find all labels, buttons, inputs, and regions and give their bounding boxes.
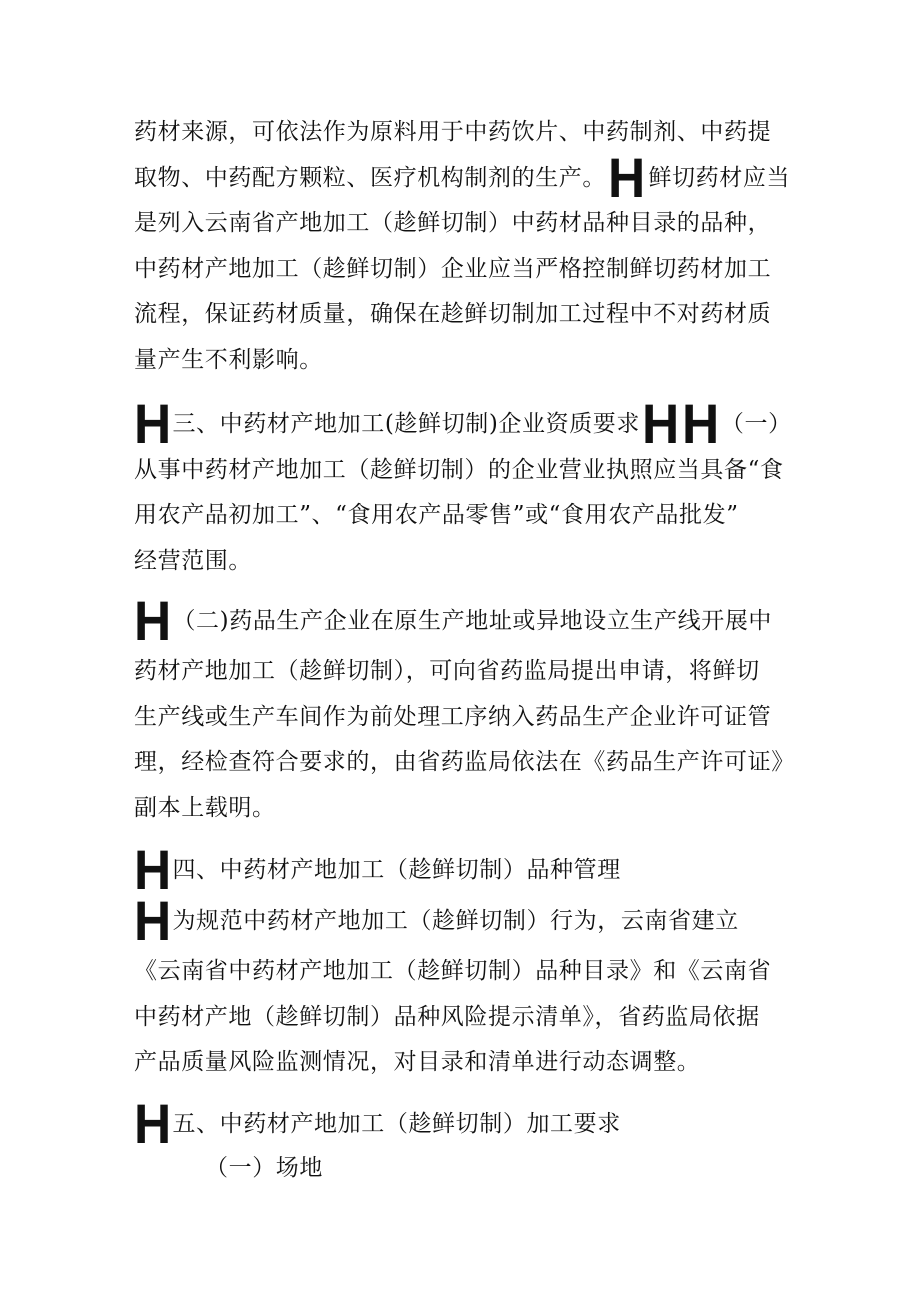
- line-text: （二)药品生产企业在原生产地址或异地设立生产线开展中: [172, 608, 773, 634]
- heading-line: [134, 838, 621, 901]
- paragraph-line: [134, 299, 771, 329]
- paragraph-line: [134, 345, 323, 375]
- section-heading: 四、中药材产地加工（趁鲜切制）品种管理: [172, 857, 621, 883]
- line-text: 中药材产地（趁鲜切制）品种风险提示清单》，省药监局依据: [134, 1004, 760, 1030]
- line-text: 取物、中药配方颗粒、医疗机构制剂的生产。: [134, 165, 606, 191]
- h-marker-glyph: H: [134, 392, 170, 455]
- paragraph-line: [134, 546, 252, 576]
- h-marker-glyph: H: [134, 838, 170, 901]
- h-marker-glyph: H: [134, 889, 170, 952]
- line-text: 产品质量风险监测情况，对目录和清单进行动态调整。: [134, 1049, 701, 1075]
- paragraph-line: [134, 1047, 700, 1077]
- line-text: 鲜切药材应当: [648, 165, 791, 191]
- line-text: 流程，保证药材质量，确保在趁鲜切制加工过程中不对药材质: [134, 301, 772, 327]
- paragraph-line: [134, 793, 276, 823]
- line-text: 经营范围。: [134, 548, 252, 574]
- heading-line: [134, 1092, 621, 1155]
- heading-line: [134, 392, 792, 455]
- line-text: 理，经检查符合要求的，由省药监局依法在《药品生产许可证》: [134, 749, 795, 775]
- line-text: 药材产地加工（趁鲜切制），可向省药监局提出申请，将鲜切: [134, 658, 760, 684]
- paragraph-line: [134, 254, 771, 284]
- paragraph-line: [134, 500, 739, 530]
- subsection-heading: （一）场地: [205, 1155, 323, 1181]
- h-marker-glyph: H: [682, 392, 718, 455]
- section-heading: 五、中药材产地加工（趁鲜切制）加工要求: [172, 1111, 621, 1137]
- line-text: 中药材产地加工（趁鲜切制）企业应当严格控制鲜切药材加工: [134, 256, 772, 282]
- paragraph-line: [134, 455, 784, 485]
- paragraph-line: [134, 208, 771, 238]
- paragraph-line: [134, 702, 771, 732]
- paragraph-line: [134, 889, 739, 952]
- line-text: 为规范中药材产地加工（趁鲜切制）行为，云南省建立: [172, 908, 739, 934]
- paragraph-line: [134, 956, 771, 986]
- line-text: 药材来源，可依法作为原料用于中药饮片、中药制剂、中药提: [134, 119, 772, 145]
- line-text: 量产生不利影响。: [134, 347, 323, 373]
- paragraph-line: [134, 747, 795, 777]
- h-marker-glyph: H: [134, 1092, 170, 1155]
- paragraph-line: [134, 1002, 760, 1032]
- line-text: 生产线或生产车间作为前处理工序纳入药品生产企业许可证管: [134, 704, 772, 730]
- h-marker-glyph: H: [608, 146, 644, 209]
- section-heading: 三、中药材产地加工(趁鲜切制)企业资质要求: [172, 411, 640, 437]
- paragraph-line: [134, 146, 791, 209]
- line-text: 副本上载明。: [134, 795, 276, 821]
- line-text: 《云南省中药材产地加工（趁鲜切制）品种目录》和《云南省: [134, 958, 772, 984]
- h-marker-glyph: H: [134, 589, 170, 652]
- h-marker-glyph: H: [642, 392, 678, 455]
- subheading-line: [205, 1153, 323, 1183]
- paragraph-line: [134, 656, 760, 686]
- line-text: （一）: [720, 411, 792, 437]
- line-text: 是列入云南省产地加工（趁鲜切制）中药材品种目录的品种，: [134, 210, 772, 236]
- paragraph-line: [134, 117, 771, 147]
- line-text: 从事中药材产地加工（趁鲜切制）的企业营业执照应当具备“食: [134, 457, 784, 483]
- paragraph-line: [134, 589, 773, 652]
- line-text: 用农产品初加工”、“食用农产品零售”或“食用农产品批发”: [134, 502, 739, 528]
